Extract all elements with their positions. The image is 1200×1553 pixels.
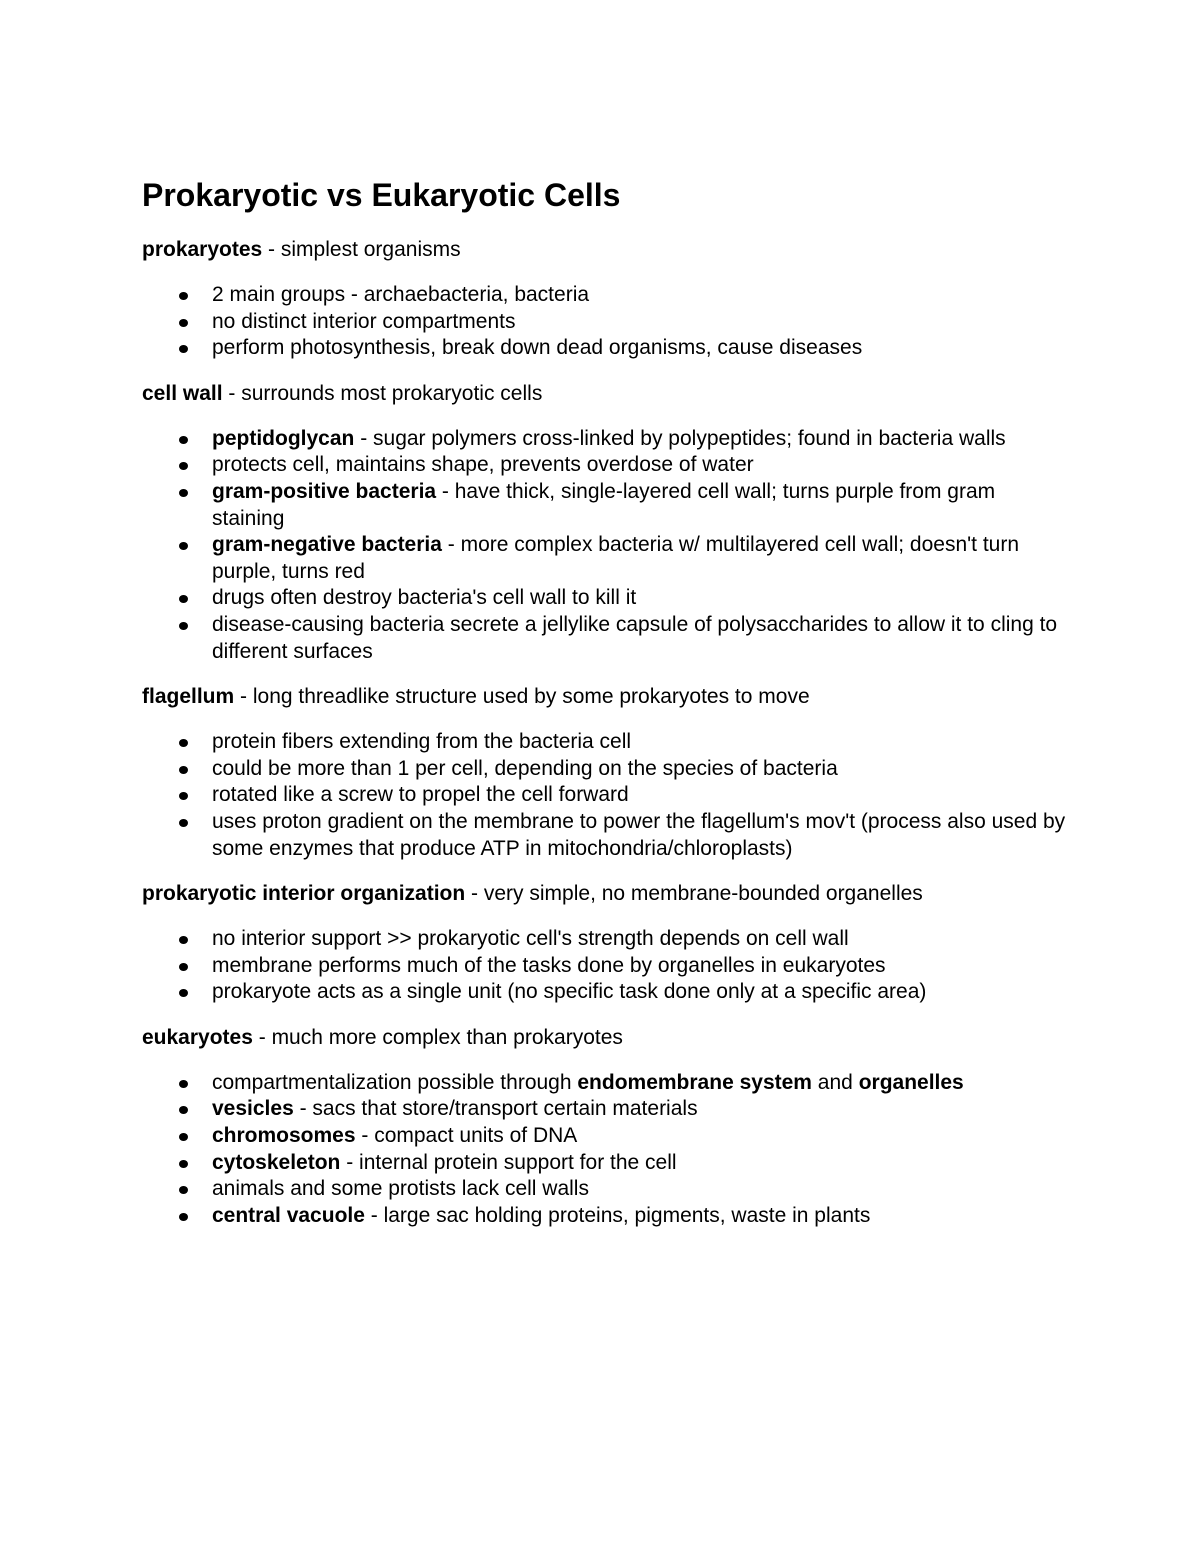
bullet-dot-icon xyxy=(179,739,188,747)
section-heading xyxy=(142,380,1072,408)
bullet-dot-icon xyxy=(179,792,188,800)
section-heading xyxy=(142,236,1072,264)
bullet-dot-icon xyxy=(179,1186,188,1194)
item-text: - internal protein support for the cell xyxy=(340,1150,677,1174)
item-text: - have thick, single-layered cell wall; turns purple from gram staining xyxy=(212,479,996,530)
section-heading xyxy=(142,1024,1072,1052)
item-text: - large sac holding proteins, pigments, waste in plants xyxy=(364,1203,871,1227)
bold-term: cytoskeleton xyxy=(212,1150,341,1174)
item-text: - compact units of DNA xyxy=(355,1124,578,1148)
list-item xyxy=(212,1070,1072,1097)
list-item xyxy=(212,612,1072,665)
section xyxy=(142,236,1072,362)
bullet-list xyxy=(142,426,1072,665)
item-text: - more complex bacteria w/ multilayered cell wall; doesn't turn purple, turns red xyxy=(212,533,1020,583)
section-description: - surrounds most prokaryotic cells xyxy=(222,381,543,405)
bold-term: gram-negative bacteria xyxy=(212,533,442,557)
bullet-dot-icon xyxy=(179,819,188,827)
bullet-dot-icon xyxy=(179,462,188,470)
item-text: drugs often destroy bacteria's cell wall to kill it xyxy=(212,586,637,610)
bullet-list xyxy=(142,729,1072,862)
item-text: uses proton gradient on the membrane to power the flagellum's mov't (process also used by some enzymes that produce ATP in mitochondria/chloroplasts) xyxy=(212,809,1066,860)
list-item xyxy=(212,335,1072,362)
list-item xyxy=(212,532,1072,585)
section xyxy=(142,1024,1072,1230)
bullet-list xyxy=(142,282,1072,362)
list-item xyxy=(212,1123,1072,1150)
list-item xyxy=(212,479,1072,532)
bullet-dot-icon xyxy=(179,292,188,300)
bullet-dot-icon xyxy=(179,766,188,774)
bullet-list xyxy=(142,1070,1072,1230)
bullet-dot-icon xyxy=(179,936,188,944)
sections-container xyxy=(142,236,1072,1229)
bold-term: organelles xyxy=(858,1070,964,1094)
list-item xyxy=(212,1176,1072,1203)
bold-term: gram-positive bacteria xyxy=(212,479,437,503)
item-text: and xyxy=(811,1070,859,1094)
section-heading xyxy=(142,880,1072,908)
list-item xyxy=(212,809,1072,862)
bold-term: peptidoglycan xyxy=(212,426,355,450)
item-text: prokaryote acts as a single unit (no specific task done only at a specific area) xyxy=(212,980,927,1004)
list-item xyxy=(212,756,1072,783)
bullet-dot-icon xyxy=(179,1160,188,1168)
section-term: cell wall xyxy=(142,381,223,405)
bullet-dot-icon xyxy=(179,963,188,971)
list-item xyxy=(212,1096,1072,1123)
bullet-list xyxy=(142,926,1072,1006)
section-heading xyxy=(142,683,1072,711)
list-item xyxy=(212,452,1072,479)
bullet-dot-icon xyxy=(179,319,188,327)
section-description: - very simple, no membrane-bounded organelles xyxy=(465,882,923,906)
list-item xyxy=(212,979,1072,1006)
item-text: - sacs that store/transport certain materials xyxy=(293,1097,698,1121)
section-description: - simplest organisms xyxy=(262,238,461,261)
bold-term: central vacuole xyxy=(212,1203,365,1227)
section-description: - much more complex than prokaryotes xyxy=(252,1025,623,1049)
section xyxy=(142,380,1072,665)
item-text: compartmentalization possible through xyxy=(212,1070,578,1094)
section-term: prokaryotic interior organization xyxy=(142,882,466,906)
page-title: Prokaryotic vs Eukaryotic Cells xyxy=(142,177,621,213)
list-item xyxy=(212,426,1072,453)
item-text: rotated like a screw to propel the cell forward xyxy=(212,783,629,807)
list-item xyxy=(212,782,1072,809)
section-term: flagellum xyxy=(142,685,235,709)
list-item xyxy=(212,282,1072,309)
item-text: no distinct interior compartments xyxy=(212,309,516,333)
bullet-dot-icon xyxy=(179,1106,188,1114)
list-item xyxy=(212,729,1072,756)
bold-term: endomembrane system xyxy=(577,1070,812,1094)
item-text: protein fibers extending from the bacteria cell xyxy=(212,730,632,754)
item-text: protects cell, maintains shape, prevents overdose of water xyxy=(212,453,754,477)
bullet-dot-icon xyxy=(179,595,188,603)
section-description: - long threadlike structure used by some prokaryotes to move xyxy=(234,685,810,709)
item-text: perform photosynthesis, break down dead organisms, cause diseases xyxy=(212,336,863,360)
list-item xyxy=(212,1203,1072,1230)
section xyxy=(142,683,1072,862)
section-term: eukaryotes xyxy=(142,1025,253,1049)
bullet-dot-icon xyxy=(179,989,188,997)
document-content xyxy=(142,172,1072,1229)
list-item xyxy=(212,585,1072,612)
bullet-dot-icon xyxy=(179,1213,188,1221)
bold-term: chromosomes xyxy=(212,1124,356,1148)
bullet-dot-icon xyxy=(179,622,188,630)
list-item xyxy=(212,309,1072,336)
section xyxy=(142,880,1072,1006)
item-text: 2 main groups - archaebacteria, bacteria xyxy=(212,283,590,306)
bullet-dot-icon xyxy=(179,542,188,550)
item-text: no interior support >> prokaryotic cell's strength depends on cell wall xyxy=(212,927,849,951)
bold-term: vesicles xyxy=(212,1097,294,1121)
item-text: - sugar polymers cross-linked by polypeptides; found in bacteria walls xyxy=(354,426,1006,450)
bullet-dot-icon xyxy=(179,1080,188,1088)
bullet-dot-icon xyxy=(179,489,188,497)
bullet-dot-icon xyxy=(179,436,188,444)
list-item xyxy=(212,926,1072,953)
item-text: animals and some protists lack cell walls xyxy=(212,1177,589,1201)
list-item xyxy=(212,1150,1072,1177)
bullet-dot-icon xyxy=(179,345,188,353)
list-item xyxy=(212,953,1072,980)
bullet-dot-icon xyxy=(179,1133,188,1141)
item-text: disease-causing bacteria secrete a jellylike capsule of polysaccharides to allow it to cling to different surfaces xyxy=(212,612,1058,663)
item-text: could be more than 1 per cell, depending on the species of bacteria xyxy=(212,756,838,780)
item-text: membrane performs much of the tasks done by organelles in eukaryotes xyxy=(212,953,886,977)
section-term: prokaryotes xyxy=(142,238,263,261)
